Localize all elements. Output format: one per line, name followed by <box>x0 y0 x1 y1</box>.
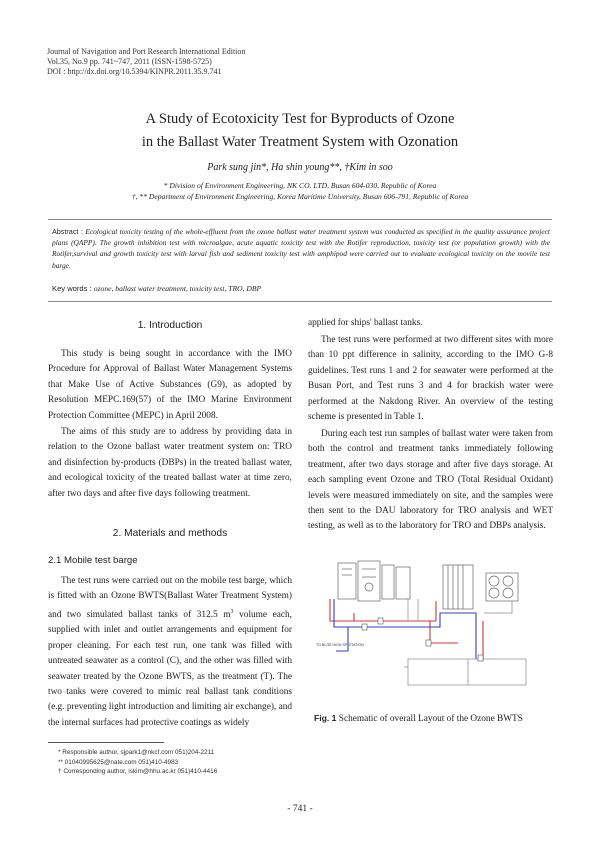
generator-cabinet <box>443 565 473 609</box>
journal-doi: DOI : http://dx.doi.org/10.5394/KINPR.2011.35.9.741 <box>47 67 222 76</box>
abstract-text: Ecological toxicity testing of the whole-effluent from the ozone ballast water treatment system was conducted as specified in the quality assurance project plans (QAPP). The growth inhibition test with microalgae, acute aquatic toxicity test with the Rotifer reproduction, toxicity test (or population growth) with the Rotifer,survival and growth toxicity test with larval fish and sediment toxicity test with amphipod were carried out to evaluate ecological toxicity on the movile test barge. <box>52 227 550 270</box>
authors: Park sung jin*, Ha shin young**, †Kim in soo <box>207 162 393 173</box>
keywords-label: Key words : <box>52 284 94 293</box>
journal-name: Journal of Navigation and Port Research International Edition <box>47 47 246 56</box>
affiliation-2: †, ** Department of Environment Engineering, Korea Maritime University, Busan 606-791, Republic of Korea <box>131 192 469 201</box>
equipment-rack-left <box>338 561 410 601</box>
right-paragraph-0: applied for ships' ballast tanks. <box>308 318 423 328</box>
figure-1-schematic <box>308 555 553 705</box>
right-paragraph-2: During each test run samples of ballast water were taken from both the control and treatment tanks immediately following treatment, after two days storage and after five days storage. At each sampling event Ozone and TRO (Total Residual Oxidant) levels were measured immediately on site, and the samples were then sent to the DAU laboratory for TRO analysis and WET testing, as well as to the laboratory for TRO and DBPs analysis. <box>308 429 553 532</box>
abstract-top-rule <box>48 219 552 220</box>
section-heading-introduction: 1. Introduction <box>137 320 203 331</box>
journal-volume: Vol.35, No.9 pp. 741~747, 2011 (ISSN-1598-5725) <box>47 57 212 66</box>
figure-label: Fig. 1 <box>314 713 337 723</box>
keywords <box>52 284 261 293</box>
intro-paragraph-2: The aims of this study are to address by providing data in relation to the Ozone ballast water treatment system on: TRO and disinfection by-products (DBPs) in the treated ballast water, and ecological toxicity of the treated ballast water at time zero, after two days and after five days following treatment. <box>48 427 292 499</box>
section-heading-methods: 2. Materials and methods <box>112 528 228 539</box>
subsection-heading-mobile-barge: 2.1 Mobile test barge <box>48 555 138 566</box>
footnote-3: † Corresponding author, iskim@hhu.ac.kr 051)410-4416 <box>58 768 218 776</box>
chiller-unit <box>486 573 518 601</box>
affiliations <box>0 180 600 202</box>
valve-markers <box>362 618 483 661</box>
right-paragraph-1: The test runs were performed at two different sites with more than 10 ppt difference in salinity, according to the IMO G-8 guidelines. Test runs 1 and 2 for seawater were performed at the Busan Port, and Test runs 3 and 4 for brackish water were performed at the Nakdong River. An overview of the testing scheme is presented in Table 1. <box>308 335 553 423</box>
methods-p1-superscript: 3 <box>230 608 234 615</box>
figure-inlet-label: TO BLGE HIGH SP. STATION <box>316 643 364 647</box>
paper-title <box>0 108 600 154</box>
footnote-rule <box>48 742 164 743</box>
affiliation-1: * Division of Environment Engineering, NK CO. LTD, Busan 604-030, Republic of Korea <box>163 181 437 190</box>
red-pipeline <box>330 599 483 659</box>
methods-p1-part-a: The test runs were carried out on the mobile test barge, which is fitted with an Ozone BWTS(Ballast Water Treatment System) and two simulated ballast tanks of 312.5 m <box>48 576 292 620</box>
gray-pipeline <box>408 599 512 621</box>
abstract <box>52 226 550 271</box>
abstract-bottom-rule <box>48 301 552 302</box>
blue-pipeline <box>334 599 476 659</box>
ballast-tank-outline <box>404 659 526 685</box>
figure-1-caption <box>314 713 523 724</box>
abstract-label: Abstract : <box>52 227 86 236</box>
journal-info <box>47 47 245 77</box>
footnotes <box>58 748 217 777</box>
keywords-text: ozone, ballast water treatment, toxicity test, TRO, DBP <box>93 284 262 293</box>
methods-paragraph-1 <box>48 574 292 731</box>
page-number: - 741 - <box>287 804 313 814</box>
intro-paragraph-1: This study is being sought in accordance with the IMO Procedure for Approval of Ballast Water Management Systems that Make Use of Active Substances (G9), as adopted by Resolution MEPC.169(57) of the IMO Marine Environment Protection Committee (MEPC) in April 2008. <box>48 349 292 421</box>
figure-caption-text: Schematic of overall Layout of the Ozone BWTS <box>336 714 523 724</box>
footnote-1: * Responsible author, sjpark1@nkcf.com 051)204-2211 <box>58 749 215 756</box>
title-line-1: A Study of Ecotoxicity Test for Byproducts of Ozone <box>145 111 455 127</box>
footnote-2: ** 01040995625@nate.com 051)410-4983 <box>58 758 179 766</box>
title-line-2: in the Ballast Water Treatment System with Ozonation <box>141 134 459 150</box>
methods-p1-part-b: volume each, supplied with inlet and outlet arrangements and equipment for proper cleaning. For each test run, one tank was filled with untreated seawater as a control (C), and the other was filled with seawater treated by the Ozone BWTS, as the treatment (T). The two tanks were covered to mimic real ballast tank conditions (e.g. preventing light introduction and limiting air exchange), and the internal surfaces had protective coatings as widely <box>48 609 292 728</box>
